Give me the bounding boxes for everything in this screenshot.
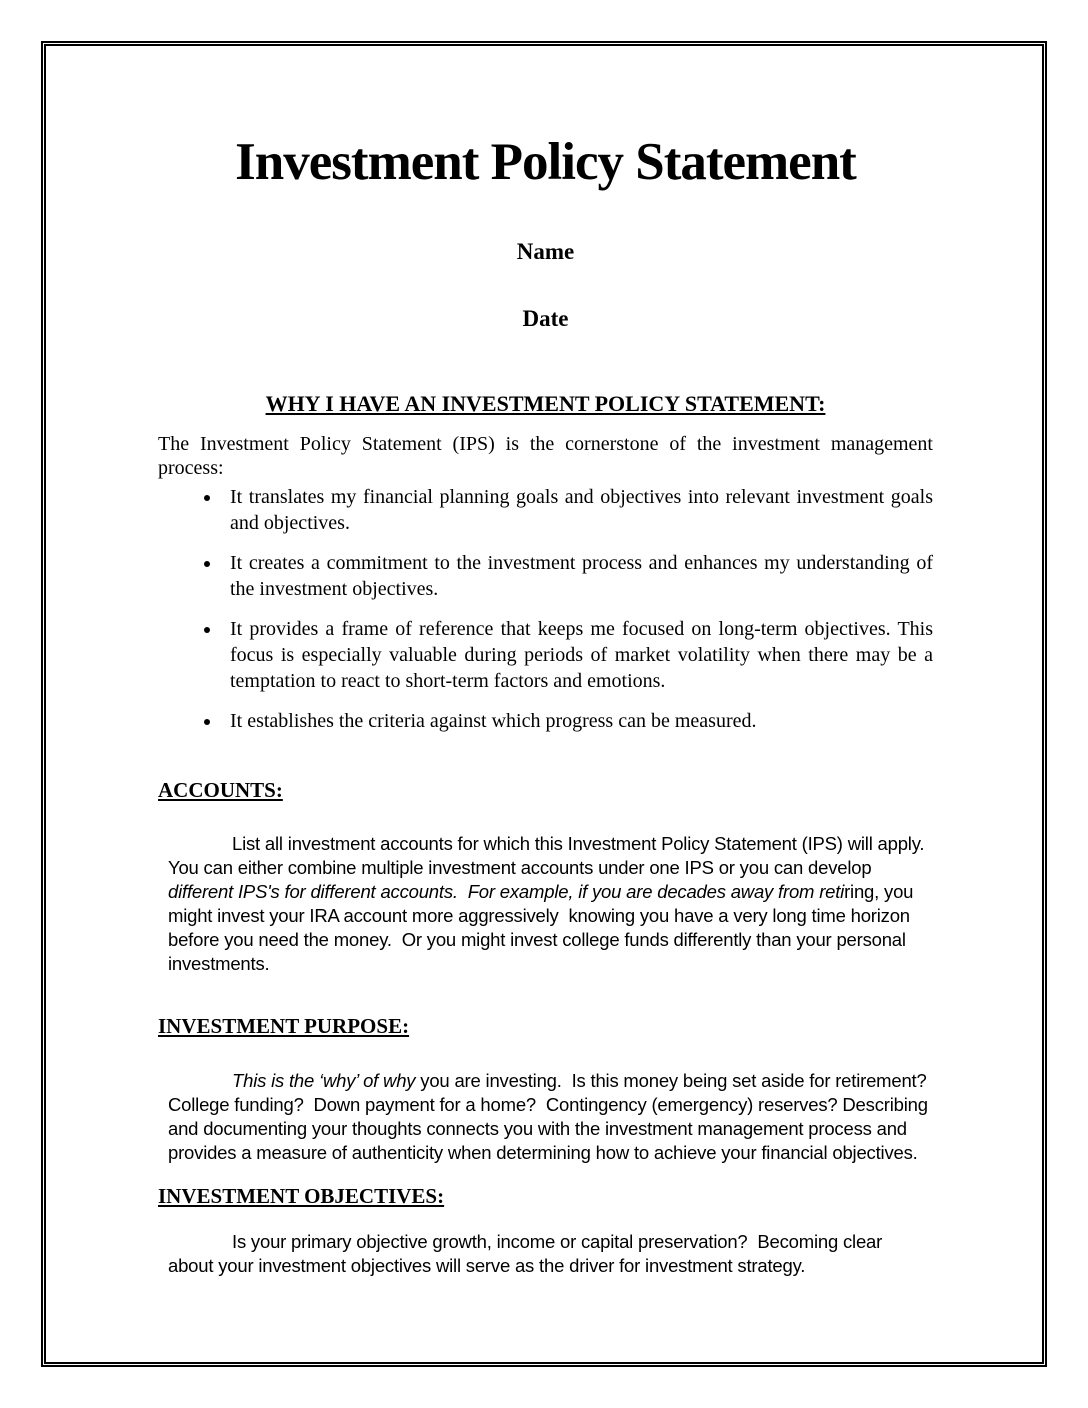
name-label: Name	[516, 239, 575, 265]
bullet-item: • It creates a commitment to the investment process and enhances my understanding of the investment objectives.	[222, 550, 933, 602]
accounts-section-heading: ACCOUNTS:	[158, 777, 283, 802]
bullet-item: • It establishes the criteria against which progress can be measured.	[222, 708, 933, 734]
date-label: Date	[522, 305, 569, 331]
bullet-item: • It provides a frame of reference that keeps me focused on long-term objectives. This focus is especially valuable during periods of market volatility when there may be a temptation to react to short-term factors and emotions.	[222, 616, 933, 694]
bullet-item: • It translates my financial planning goals and objectives into relevant investment goals and objectives.	[222, 484, 933, 536]
document-content	[158, 0, 933, 1278]
why-bullet-list	[158, 484, 933, 734]
investment-purpose-paragraph: This is the ‘why’ of why you are investing. Is this money being set aside for retirement? College funding? Down payment for a home? Contingency (emergency) reserves? Describing and documenting your thoughts connects you with the investment management process and provides a measure of authenticity when determining how to achieve your financial objectives.	[168, 1070, 933, 1164]
investment-objectives-section-heading: INVESTMENT OBJECTIVES:	[158, 1184, 445, 1209]
investment-objectives-paragraph: Is your primary objective growth, income or capital preservation? Becoming clear about your investment objectives will serve as the driver for investment strategy.	[168, 1231, 888, 1277]
document-title: Investment Policy Statement	[235, 133, 856, 191]
investment-purpose-section-heading: INVESTMENT PURPOSE:	[158, 1014, 410, 1039]
why-section-heading: WHY I HAVE AN INVESTMENT POLICY STATEMENT:	[265, 391, 826, 417]
accounts-paragraph: List all investment accounts for which this Investment Policy Statement (IPS) will apply. You can either combine multiple investment accounts under one IPS or you can develop different IPS's for different accounts. For example, if you are decades away from retiring, you might invest your IRA account more aggressively knowing you have a very long time horizon before you need the money. Or you might invest college funds differently than your personal investments.	[168, 833, 929, 975]
why-intro-paragraph: The Investment Policy Statement (IPS) is the cornerstone of the investment management process:	[158, 432, 933, 479]
